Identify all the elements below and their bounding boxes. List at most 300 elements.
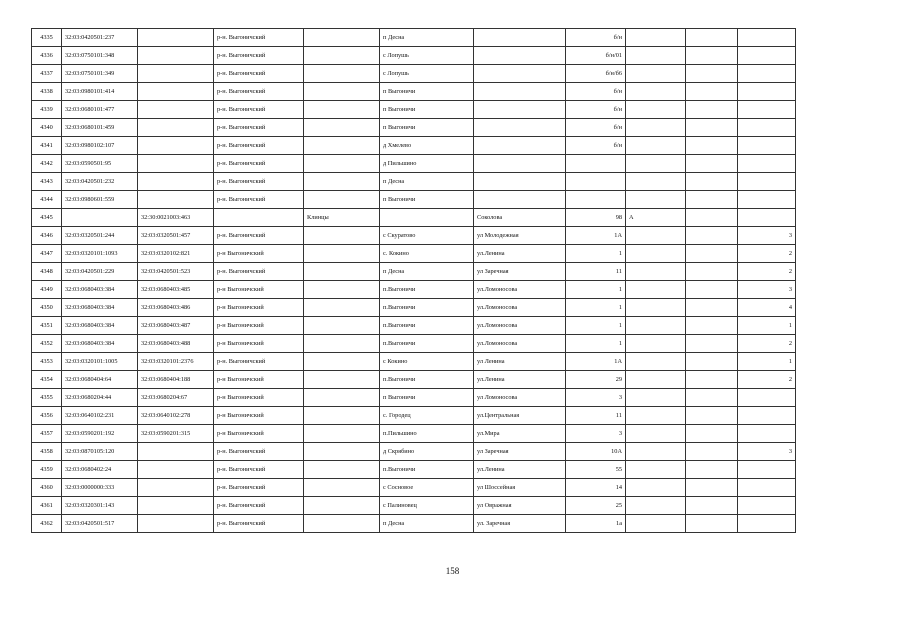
street-cell: ул.Ломоносова — [474, 281, 566, 299]
apartment-cell — [686, 443, 738, 461]
table-row — [32, 155, 796, 173]
settlement-cell: с. Кокино — [380, 245, 474, 263]
settlement-cell: с Палиновец — [380, 497, 474, 515]
building-cell — [626, 83, 686, 101]
district-cell: р-н. Выгоничский — [214, 443, 304, 461]
building-cell — [626, 119, 686, 137]
row-index-cell: 4348 — [32, 263, 62, 281]
street-cell: ул.Ломоносова — [474, 299, 566, 317]
building-cell — [626, 281, 686, 299]
row-index-cell: 4352 — [32, 335, 62, 353]
room-cell — [738, 173, 796, 191]
house-number-cell: 25 — [566, 497, 626, 515]
city-cell: Клинцы — [304, 209, 380, 227]
city-cell — [304, 119, 380, 137]
apartment-cell — [686, 119, 738, 137]
room-cell — [738, 425, 796, 443]
table-row — [32, 515, 796, 533]
room-cell — [738, 209, 796, 227]
house-number-cell: 1А — [566, 227, 626, 245]
building-cell — [626, 245, 686, 263]
row-index-cell: 4361 — [32, 497, 62, 515]
settlement-cell: п.Выгоничи — [380, 299, 474, 317]
apartment-cell — [686, 353, 738, 371]
table-row — [32, 47, 796, 65]
house-number-cell: 1 — [566, 317, 626, 335]
street-cell — [474, 29, 566, 47]
settlement-cell: п Десна — [380, 515, 474, 533]
cadastral-number-cell: 32:03:0420501:229 — [62, 263, 138, 281]
city-cell — [304, 227, 380, 245]
city-cell — [304, 47, 380, 65]
cadastral-number-cell: 32:03:0420501:517 — [62, 515, 138, 533]
house-number-cell: б/н — [566, 119, 626, 137]
house-number-cell: б/н/01 — [566, 47, 626, 65]
table-row — [32, 497, 796, 515]
street-cell — [474, 83, 566, 101]
street-cell: ул.Ленина — [474, 371, 566, 389]
settlement-cell: с Скуратово — [380, 227, 474, 245]
city-cell — [304, 479, 380, 497]
building-cell — [626, 173, 686, 191]
table-row — [32, 389, 796, 407]
cadastral-number-cell: 32:03:0680402:24 — [62, 461, 138, 479]
parent-cadastral-number-cell — [138, 191, 214, 209]
district-cell: р-н Выгоничский — [214, 299, 304, 317]
city-cell — [304, 335, 380, 353]
district-cell: р-н. Выгоничский — [214, 497, 304, 515]
cadastral-number-cell: 32:03:0590501:95 — [62, 155, 138, 173]
cadastral-number-cell: 32:03:0750101:349 — [62, 65, 138, 83]
settlement-cell: п Выгоничи — [380, 389, 474, 407]
district-cell: р-н Выгоничский — [214, 425, 304, 443]
house-number-cell: 1А — [566, 353, 626, 371]
settlement-cell: п Выгоничи — [380, 119, 474, 137]
city-cell — [304, 155, 380, 173]
apartment-cell — [686, 227, 738, 245]
district-cell: р-н. Выгоничский — [214, 227, 304, 245]
city-cell — [304, 65, 380, 83]
district-cell: р-н Выгоничский — [214, 317, 304, 335]
room-cell — [738, 407, 796, 425]
street-cell: ул.Ленина — [474, 245, 566, 263]
room-cell — [738, 29, 796, 47]
city-cell — [304, 191, 380, 209]
city-cell — [304, 515, 380, 533]
parent-cadastral-number-cell: 32:03:0680204:67 — [138, 389, 214, 407]
building-cell — [626, 191, 686, 209]
building-cell — [626, 461, 686, 479]
apartment-cell — [686, 137, 738, 155]
room-cell — [738, 515, 796, 533]
room-cell: 2 — [738, 371, 796, 389]
parent-cadastral-number-cell — [138, 443, 214, 461]
parent-cadastral-number-cell: 32:03:0680403:486 — [138, 299, 214, 317]
cadastral-number-cell: 32:03:0870105:120 — [62, 443, 138, 461]
room-cell — [738, 479, 796, 497]
building-cell — [626, 101, 686, 119]
district-cell: р-н. Выгоничский — [214, 263, 304, 281]
street-cell: ул.Ломоносова — [474, 317, 566, 335]
row-index-cell: 4347 — [32, 245, 62, 263]
table-row — [32, 191, 796, 209]
settlement-cell: с Кокино — [380, 353, 474, 371]
street-cell: ул Шоссейная — [474, 479, 566, 497]
street-cell: ул Ленина — [474, 353, 566, 371]
parent-cadastral-number-cell — [138, 65, 214, 83]
apartment-cell — [686, 209, 738, 227]
house-number-cell: 3 — [566, 389, 626, 407]
row-index-cell: 4357 — [32, 425, 62, 443]
settlement-cell: с Сосновое — [380, 479, 474, 497]
table-row — [32, 101, 796, 119]
city-cell — [304, 101, 380, 119]
row-index-cell: 4335 — [32, 29, 62, 47]
settlement-cell: п.Выгоничи — [380, 281, 474, 299]
house-number-cell: б/н/б6 — [566, 65, 626, 83]
street-cell — [474, 137, 566, 155]
settlement-cell: п.Пильшино — [380, 425, 474, 443]
row-index-cell: 4342 — [32, 155, 62, 173]
table-row — [32, 353, 796, 371]
house-number-cell — [566, 191, 626, 209]
city-cell — [304, 29, 380, 47]
row-index-cell: 4345 — [32, 209, 62, 227]
table-row — [32, 335, 796, 353]
row-index-cell: 4355 — [32, 389, 62, 407]
row-index-cell: 4344 — [32, 191, 62, 209]
table-row — [32, 209, 796, 227]
building-cell: А — [626, 209, 686, 227]
room-cell: 3 — [738, 227, 796, 245]
city-cell — [304, 461, 380, 479]
row-index-cell: 4339 — [32, 101, 62, 119]
street-cell: ул Ломоносова — [474, 389, 566, 407]
cadastral-number-cell: 32:03:0680101:459 — [62, 119, 138, 137]
apartment-cell — [686, 389, 738, 407]
district-cell: р-н Выгоничский — [214, 335, 304, 353]
building-cell — [626, 371, 686, 389]
house-number-cell: 11 — [566, 263, 626, 281]
row-index-cell: 4337 — [32, 65, 62, 83]
apartment-cell — [686, 461, 738, 479]
room-cell: 3 — [738, 281, 796, 299]
table-row — [32, 83, 796, 101]
cadastral-number-cell: 32:03:0680404:64 — [62, 371, 138, 389]
row-index-cell: 4349 — [32, 281, 62, 299]
district-cell: р-н. Выгоничский — [214, 155, 304, 173]
row-index-cell: 4338 — [32, 83, 62, 101]
cadastral-number-cell: 32:03:0640102:231 — [62, 407, 138, 425]
building-cell — [626, 353, 686, 371]
room-cell: 2 — [738, 335, 796, 353]
parent-cadastral-number-cell — [138, 47, 214, 65]
district-cell: р-н. Выгоничский — [214, 83, 304, 101]
room-cell: 1 — [738, 353, 796, 371]
house-number-cell: 1 — [566, 281, 626, 299]
cadastral-number-cell: 32:03:0320501:244 — [62, 227, 138, 245]
table-row — [32, 479, 796, 497]
city-cell — [304, 443, 380, 461]
table-row — [32, 425, 796, 443]
building-cell — [626, 515, 686, 533]
settlement-cell: д Скрябино — [380, 443, 474, 461]
room-cell: 3 — [738, 443, 796, 461]
street-cell — [474, 173, 566, 191]
apartment-cell — [686, 497, 738, 515]
apartment-cell — [686, 263, 738, 281]
district-cell: р-н. Выгоничский — [214, 119, 304, 137]
parent-cadastral-number-cell: 32:03:0320501:457 — [138, 227, 214, 245]
apartment-cell — [686, 47, 738, 65]
street-cell: ул Заречная — [474, 263, 566, 281]
row-index-cell: 4360 — [32, 479, 62, 497]
street-cell: ул.Центральная — [474, 407, 566, 425]
settlement-cell: п Выгоничи — [380, 101, 474, 119]
apartment-cell — [686, 371, 738, 389]
district-cell: р-н. Выгоничский — [214, 479, 304, 497]
cadastral-number-cell — [62, 209, 138, 227]
table-row — [32, 137, 796, 155]
parent-cadastral-number-cell: 32:03:0590201:315 — [138, 425, 214, 443]
city-cell — [304, 245, 380, 263]
table-row — [32, 407, 796, 425]
room-cell: 4 — [738, 299, 796, 317]
city-cell — [304, 389, 380, 407]
district-cell: р-н Выгоничский — [214, 407, 304, 425]
district-cell: р-н Выгоничский — [214, 245, 304, 263]
house-number-cell: б/н — [566, 101, 626, 119]
room-cell — [738, 119, 796, 137]
row-index-cell: 4354 — [32, 371, 62, 389]
apartment-cell — [686, 335, 738, 353]
room-cell — [738, 191, 796, 209]
row-index-cell: 4346 — [32, 227, 62, 245]
house-number-cell — [566, 173, 626, 191]
street-cell — [474, 101, 566, 119]
cadastral-number-cell: 32:03:0680403:384 — [62, 317, 138, 335]
row-index-cell: 4353 — [32, 353, 62, 371]
apartment-cell — [686, 407, 738, 425]
street-cell — [474, 119, 566, 137]
cadastral-number-cell: 32:03:0420501:232 — [62, 173, 138, 191]
room-cell — [738, 137, 796, 155]
house-number-cell: б/н — [566, 137, 626, 155]
row-index-cell: 4356 — [32, 407, 62, 425]
house-number-cell: 98 — [566, 209, 626, 227]
room-cell — [738, 389, 796, 407]
row-index-cell: 4343 — [32, 173, 62, 191]
city-cell — [304, 407, 380, 425]
apartment-cell — [686, 425, 738, 443]
cadastral-number-cell: 32:03:0590201:192 — [62, 425, 138, 443]
table-row — [32, 443, 796, 461]
apartment-cell — [686, 83, 738, 101]
settlement-cell: д Пильшино — [380, 155, 474, 173]
cadastral-number-cell: 32:03:0420501:237 — [62, 29, 138, 47]
room-cell — [738, 83, 796, 101]
building-cell — [626, 299, 686, 317]
table-row — [32, 173, 796, 191]
parent-cadastral-number-cell — [138, 119, 214, 137]
cadastral-number-cell: 32:03:0980101:414 — [62, 83, 138, 101]
row-index-cell: 4362 — [32, 515, 62, 533]
settlement-cell: п Выгоничи — [380, 191, 474, 209]
settlement-cell: п Десна — [380, 173, 474, 191]
building-cell — [626, 407, 686, 425]
row-index-cell: 4336 — [32, 47, 62, 65]
table-body — [32, 29, 796, 533]
cadastral-number-cell: 32:03:0680403:384 — [62, 335, 138, 353]
building-cell — [626, 389, 686, 407]
street-cell: Соколова — [474, 209, 566, 227]
parent-cadastral-number-cell: 32:03:0420501:523 — [138, 263, 214, 281]
parent-cadastral-number-cell — [138, 83, 214, 101]
building-cell — [626, 29, 686, 47]
house-number-cell: 1 — [566, 245, 626, 263]
parent-cadastral-number-cell — [138, 497, 214, 515]
city-cell — [304, 299, 380, 317]
row-index-cell: 4351 — [32, 317, 62, 335]
table-row — [32, 299, 796, 317]
settlement-cell: с. Городец — [380, 407, 474, 425]
row-index-cell: 4358 — [32, 443, 62, 461]
registry-sheet — [31, 28, 796, 533]
district-cell: р-н Выгоничский — [214, 281, 304, 299]
settlement-cell: п.Выгоничи — [380, 335, 474, 353]
building-cell — [626, 155, 686, 173]
apartment-cell — [686, 65, 738, 83]
cadastral-number-cell: 32:03:0680204:44 — [62, 389, 138, 407]
room-cell — [738, 461, 796, 479]
cadastral-number-cell: 32:03:0680403:384 — [62, 281, 138, 299]
cadastral-number-cell: 32:03:0000000:333 — [62, 479, 138, 497]
cadastral-number-cell: 32:03:0750101:348 — [62, 47, 138, 65]
street-cell: ул Заречная — [474, 443, 566, 461]
apartment-cell — [686, 191, 738, 209]
row-index-cell: 4350 — [32, 299, 62, 317]
house-number-cell: 1 — [566, 335, 626, 353]
table-row — [32, 29, 796, 47]
settlement-cell: п Выгоничи — [380, 83, 474, 101]
table-row — [32, 245, 796, 263]
building-cell — [626, 317, 686, 335]
building-cell — [626, 137, 686, 155]
settlement-cell: п Десна — [380, 263, 474, 281]
street-cell — [474, 155, 566, 173]
city-cell — [304, 497, 380, 515]
apartment-cell — [686, 173, 738, 191]
table-row — [32, 119, 796, 137]
parent-cadastral-number-cell — [138, 173, 214, 191]
room-cell — [738, 65, 796, 83]
street-cell: ул Молодежная — [474, 227, 566, 245]
cadastral-number-cell: 32:03:0320101:1093 — [62, 245, 138, 263]
house-number-cell: 1 — [566, 299, 626, 317]
parent-cadastral-number-cell — [138, 29, 214, 47]
apartment-cell — [686, 29, 738, 47]
city-cell — [304, 83, 380, 101]
row-index-cell: 4341 — [32, 137, 62, 155]
cadastral-number-cell: 32:03:0680101:477 — [62, 101, 138, 119]
apartment-cell — [686, 101, 738, 119]
parent-cadastral-number-cell: 32:30:0021003:463 — [138, 209, 214, 227]
apartment-cell — [686, 281, 738, 299]
building-cell — [626, 65, 686, 83]
parent-cadastral-number-cell: 32:03:0320101:2376 — [138, 353, 214, 371]
city-cell — [304, 425, 380, 443]
parent-cadastral-number-cell — [138, 479, 214, 497]
parent-cadastral-number-cell: 32:03:0320102:821 — [138, 245, 214, 263]
settlement-cell: п.Выгоничи — [380, 461, 474, 479]
apartment-cell — [686, 479, 738, 497]
parent-cadastral-number-cell — [138, 461, 214, 479]
cadastral-number-cell: 32:03:0980102:107 — [62, 137, 138, 155]
city-cell — [304, 317, 380, 335]
parent-cadastral-number-cell — [138, 101, 214, 119]
district-cell: р-н. Выгоничский — [214, 515, 304, 533]
settlement-cell: п.Выгоничи — [380, 371, 474, 389]
street-cell — [474, 47, 566, 65]
room-cell — [738, 155, 796, 173]
building-cell — [626, 479, 686, 497]
cadastral-number-cell: 32:03:0680403:384 — [62, 299, 138, 317]
settlement-cell: д Хмелево — [380, 137, 474, 155]
parent-cadastral-number-cell — [138, 137, 214, 155]
city-cell — [304, 281, 380, 299]
district-cell: р-н. Выгоничский — [214, 101, 304, 119]
cadastral-number-cell: 32:03:0980601:559 — [62, 191, 138, 209]
house-number-cell: 11 — [566, 407, 626, 425]
parent-cadastral-number-cell: 32:03:0680403:488 — [138, 335, 214, 353]
table-row — [32, 281, 796, 299]
table-row — [32, 317, 796, 335]
street-cell: ул.Ломоносова — [474, 335, 566, 353]
room-cell — [738, 497, 796, 515]
street-cell: ул.Мира — [474, 425, 566, 443]
city-cell — [304, 263, 380, 281]
building-cell — [626, 497, 686, 515]
building-cell — [626, 227, 686, 245]
room-cell: 2 — [738, 263, 796, 281]
street-cell — [474, 65, 566, 83]
table-row — [32, 65, 796, 83]
settlement-cell — [380, 209, 474, 227]
parent-cadastral-number-cell: 32:03:0680403:485 — [138, 281, 214, 299]
table-row — [32, 461, 796, 479]
house-number-cell: 29 — [566, 371, 626, 389]
city-cell — [304, 371, 380, 389]
page-number: 158 — [445, 566, 460, 576]
settlement-cell: п Десна — [380, 29, 474, 47]
district-cell: р-н. Выгоничский — [214, 173, 304, 191]
district-cell: р-н. Выгоничский — [214, 353, 304, 371]
street-cell: ул. Заречная — [474, 515, 566, 533]
parent-cadastral-number-cell: 32:03:0680403:487 — [138, 317, 214, 335]
building-cell — [626, 335, 686, 353]
street-cell: ул Овражная — [474, 497, 566, 515]
property-table — [31, 28, 796, 533]
row-index-cell: 4359 — [32, 461, 62, 479]
city-cell — [304, 137, 380, 155]
city-cell — [304, 173, 380, 191]
district-cell: р-н. Выгоничский — [214, 65, 304, 83]
parent-cadastral-number-cell: 32:03:0640102:278 — [138, 407, 214, 425]
district-cell: р-н. Выгоничский — [214, 191, 304, 209]
apartment-cell — [686, 515, 738, 533]
parent-cadastral-number-cell — [138, 155, 214, 173]
district-cell: р-н. Выгоничский — [214, 47, 304, 65]
